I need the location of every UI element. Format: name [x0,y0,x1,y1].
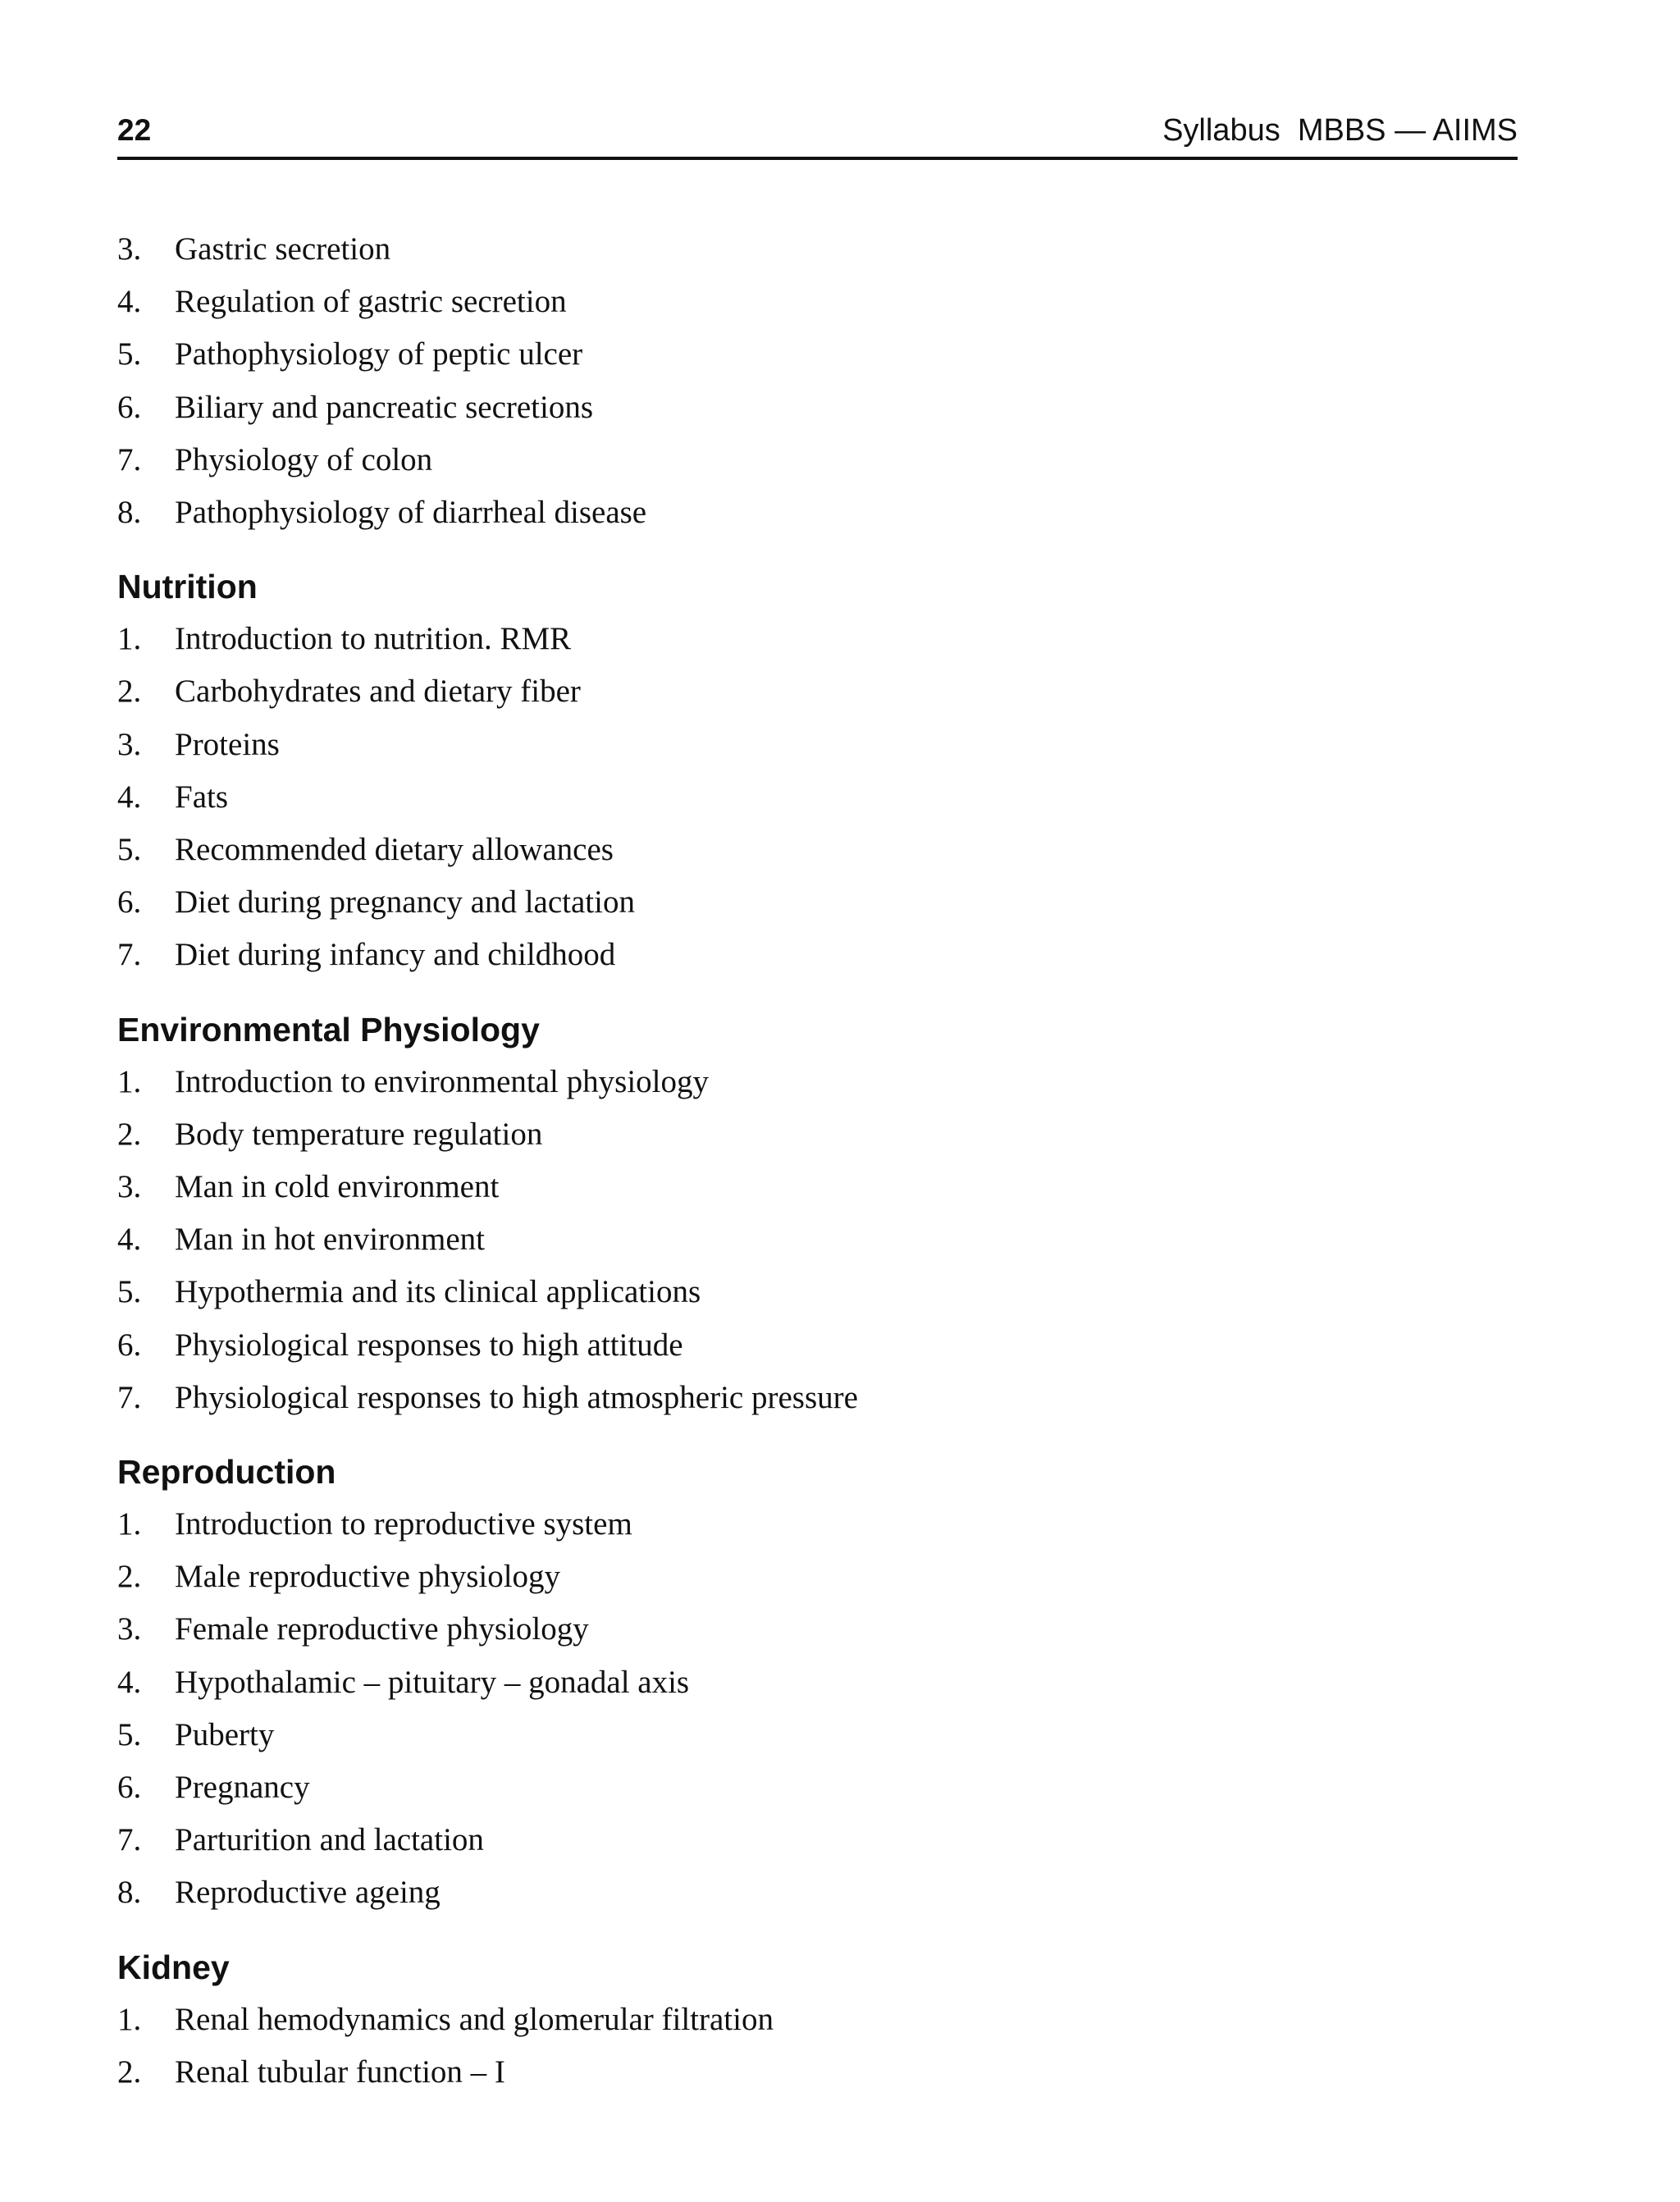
list-item [117,487,1518,539]
item-text: Parturition and lactation [175,1822,484,1858]
item-text: Pathophysiology of peptic ulcer [175,336,583,372]
section-continued-list [117,223,1518,539]
item-text: Renal tubular function – I [175,2054,505,2090]
list-item [117,1161,1518,1213]
item-text: Introduction to reproductive system [175,1506,632,1542]
item-number: 1. [117,2001,142,2037]
section-environmental-physiology [117,1003,1518,1424]
item-text: Man in hot environment [175,1222,486,1258]
list-item [117,276,1518,328]
list-item [117,771,1518,824]
list-item [117,1319,1518,1372]
item-text: Introduction to environmental physiology [175,1063,709,1099]
list-item [117,824,1518,876]
item-text: Physiological responses to high atmospheric pressure [175,1379,858,1415]
item-number: 7. [117,1822,142,1858]
item-number: 6. [117,884,142,921]
page-header [117,107,1518,160]
item-text: Hypothermia and its clinical applications [175,1274,701,1310]
item-number: 7. [117,441,142,477]
list-item [117,434,1518,487]
list-item [117,1056,1518,1108]
item-number: 1. [117,1506,142,1542]
item-number: 4. [117,1222,142,1258]
list-item [117,1603,1518,1656]
list-item [117,929,1518,981]
item-number: 5. [117,336,142,372]
section-environmental-physiology-list [117,1056,1518,1424]
item-text: Physiological responses to high attitude [175,1327,683,1363]
section-reproduction-list [117,1498,1518,1920]
list-item [117,381,1518,434]
item-text: Renal hemodynamics and glomerular filtration [175,2001,774,2037]
list-item [117,2046,1518,2099]
item-number: 1. [117,1063,142,1099]
item-number: 6. [117,389,142,425]
list-item [117,665,1518,718]
item-number: 4. [117,779,142,815]
item-text: Pregnancy [175,1770,310,1806]
list-item [117,1266,1518,1318]
section-continued [117,223,1518,539]
item-number: 5. [117,832,142,868]
item-text: Fats [175,779,229,815]
item-number: 3. [117,1611,142,1647]
item-text: Carbohydrates and dietary fiber [175,674,581,710]
list-item [117,1108,1518,1161]
list-item [117,1866,1518,1919]
syllabus-content [117,223,1518,2099]
list-item [117,1213,1518,1266]
item-number: 8. [117,1875,142,1911]
section-nutrition-list [117,613,1518,981]
item-text: Man in cold environment [175,1169,500,1205]
list-item [117,223,1518,276]
item-text: Physiology of colon [175,441,433,477]
section-kidney [117,1941,1518,2099]
list-item [117,328,1518,381]
item-text: Proteins [175,726,280,762]
item-number: 5. [117,1274,142,1310]
item-number: 7. [117,937,142,973]
item-number: 2. [117,1559,142,1595]
item-number: 5. [117,1716,142,1752]
list-item [117,1814,1518,1866]
item-number: 6. [117,1327,142,1363]
item-number: 4. [117,1664,142,1700]
item-text: Introduction to nutrition. RMR [175,621,572,657]
list-item [117,876,1518,929]
item-text: Recommended dietary allowances [175,832,614,868]
running-title: Syllabus MBBS — AIIMS [1162,113,1518,148]
list-item [117,1656,1518,1709]
item-number: 1. [117,621,142,657]
list-item [117,1372,1518,1424]
section-heading: Reproduction [117,1453,336,1492]
section-heading: Nutrition [117,568,258,606]
item-number: 3. [117,1169,142,1205]
item-text: Puberty [175,1716,275,1752]
item-text: Pathophysiology of diarrheal disease [175,495,647,531]
item-number: 2. [117,2054,142,2090]
item-number: 3. [117,726,142,762]
item-number: 4. [117,284,142,320]
item-text: Biliary and pancreatic secretions [175,389,594,425]
item-text: Female reproductive physiology [175,1611,589,1647]
page-number: 22 [117,113,152,147]
item-text: Gastric secretion [175,231,391,267]
list-item [117,1709,1518,1761]
item-number: 7. [117,1379,142,1415]
item-text: Diet during infancy and childhood [175,937,616,973]
list-item [117,719,1518,771]
list-item [117,1551,1518,1603]
list-item [117,613,1518,665]
list-item [117,1994,1518,2046]
item-text: Hypothalamic – pituitary – gonadal axis [175,1664,690,1700]
item-number: 8. [117,495,142,531]
section-heading: Kidney [117,1948,230,1986]
list-item [117,1761,1518,1814]
item-number: 3. [117,231,142,267]
item-text: Diet during pregnancy and lactation [175,884,635,921]
section-heading: Environmental Physiology [117,1010,540,1048]
section-kidney-list [117,1994,1518,2099]
section-nutrition [117,560,1518,981]
item-text: Reproductive ageing [175,1875,441,1911]
list-item [117,1498,1518,1551]
item-text: Regulation of gastric secretion [175,284,567,320]
item-text: Body temperature regulation [175,1116,543,1152]
item-text: Male reproductive physiology [175,1559,561,1595]
item-number: 2. [117,1116,142,1152]
item-number: 2. [117,674,142,710]
item-number: 6. [117,1770,142,1806]
section-reproduction [117,1446,1518,1920]
